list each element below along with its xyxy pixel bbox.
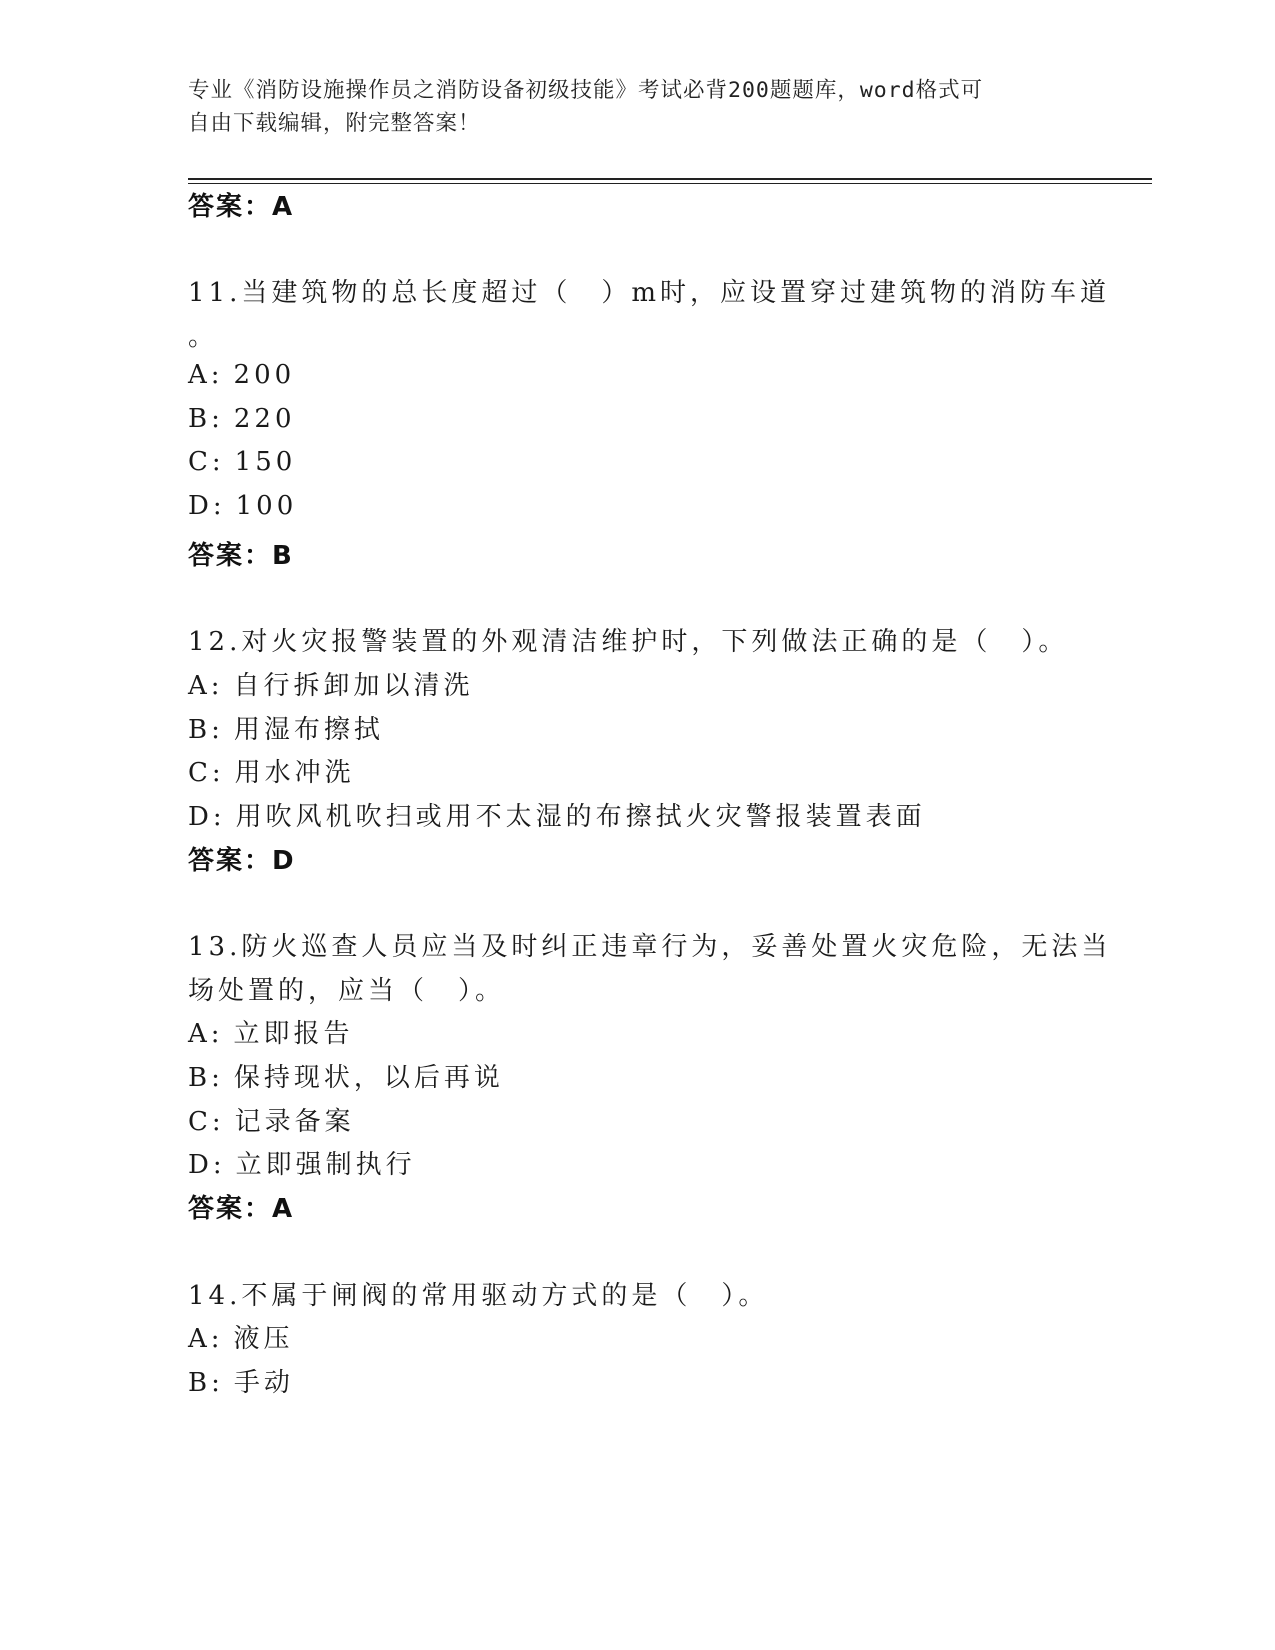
option-label: A: [188,1324,224,1354]
option-label: C: [188,758,225,788]
question-11-option-a [188,360,295,390]
option-label: A: [188,360,224,390]
option-text: 记录备案 [234,1107,355,1137]
option-text: 用湿布擦拭 [233,715,384,745]
question-14-option-b [188,1362,294,1399]
question-13-option-d [188,1144,416,1181]
question-12-option-c [188,752,355,789]
question-11-option-d [188,491,297,521]
question-13-option-b [188,1057,504,1094]
option-label: B: [188,1368,224,1398]
document-header [188,74,1068,140]
option-text: 立即强制执行 [235,1150,416,1180]
header-line-1: 专业《消防设施操作员之消防设备初级技能》考试必背200题题库，word格式可 [188,78,984,103]
question-11-stem-line-2: 。 [188,322,219,352]
option-label: C: [188,1107,225,1137]
previous-answer: 答案：A [188,192,295,222]
header-divider-thin [188,183,1152,184]
question-14-option-a [188,1318,294,1355]
option-label: D: [188,802,226,832]
option-text: 用吹风机吹扫或用不太湿的布擦拭火灾警报装置表面 [235,802,926,832]
question-13-answer: 答案：A [188,1194,295,1224]
header-divider-thick [188,178,1152,180]
question-11-option-b [188,404,296,434]
question-13-stem-line-2: 场处置的，应当（ ）。 [188,976,506,1006]
option-label: D: [188,1150,226,1180]
option-text: 保持现状，以后再说 [233,1063,504,1093]
option-text: 自行拆卸加以清洗 [233,671,474,701]
option-label: B: [188,715,224,745]
option-text: 立即报告 [233,1019,354,1049]
question-12-answer: 答案：D [188,846,296,876]
option-label: B: [188,404,224,434]
question-12-stem-line-1: 12.对火灾报警装置的外观清洁维护时，下列做法正确的是（ ）。 [188,627,1069,657]
question-12-option-b [188,709,384,746]
question-13-option-a [188,1013,354,1050]
question-14-stem-line-1: 14.不属于闸阀的常用驱动方式的是（ ）。 [188,1281,769,1311]
question-11-stem-line-1: 11.当建筑物的总长度超过（ ）m时，应设置穿过建筑物的消防车道 [188,278,1111,308]
option-text: 液压 [233,1324,294,1354]
question-11-option-c [188,447,296,477]
header-line-2: 自由下载编辑，附完整答案！ [188,111,481,136]
option-label: B: [188,1063,224,1093]
option-label: D: [188,491,226,521]
question-12-option-a [188,665,474,702]
option-text: 200 [233,360,296,390]
question-13-option-c [188,1101,355,1138]
question-11-answer: 答案：B [188,541,294,571]
option-text: 150 [234,447,297,477]
option-text: 用水冲洗 [234,758,355,788]
question-12-option-d [188,796,926,833]
option-label: C: [188,447,225,477]
option-text: 手动 [233,1368,294,1398]
option-label: A: [188,1019,224,1049]
option-text: 100 [235,491,298,521]
question-13-stem-line-1: 13.防火巡查人员应当及时纠正违章行为，妥善处置火灾危险，无法当 [188,932,1112,962]
option-label: A: [188,671,224,701]
option-text: 220 [233,404,296,434]
